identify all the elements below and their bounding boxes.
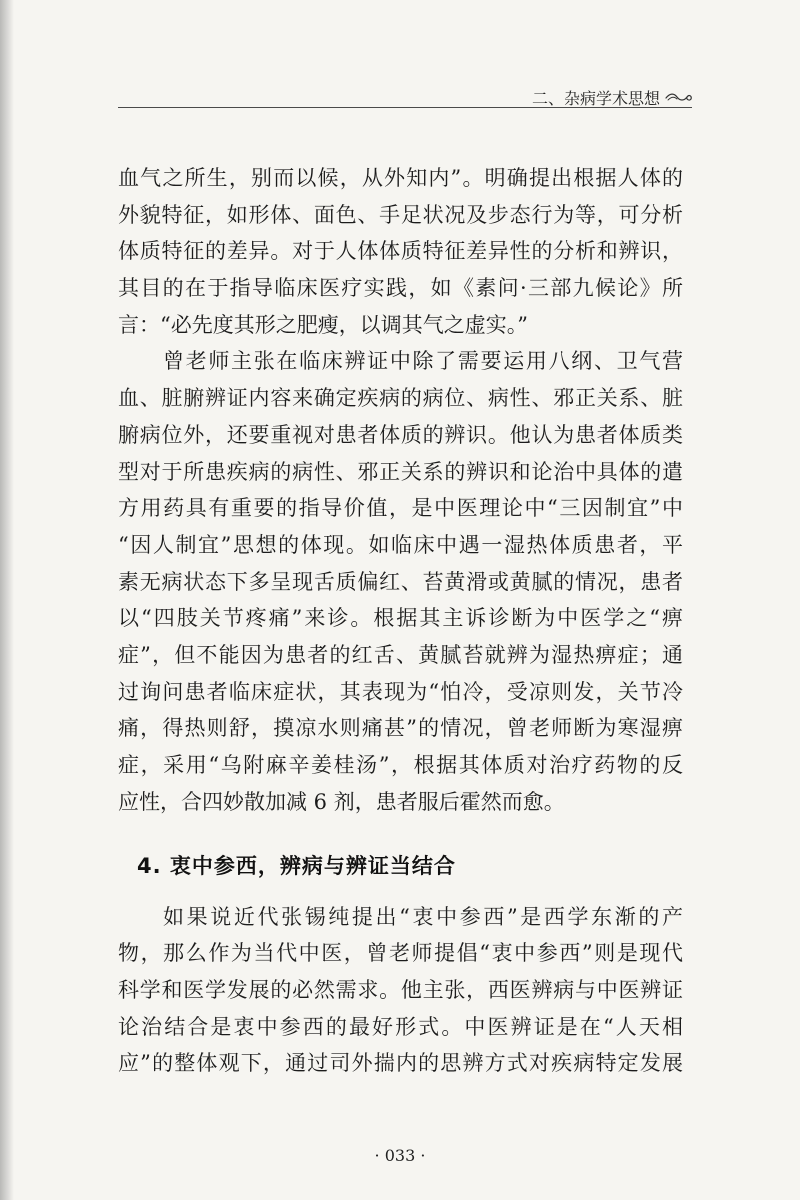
body-text (118, 899, 683, 1082)
header-rule (118, 107, 692, 108)
text-line: 方用药具有重要的指导价值，是中医理论中“三因制宜”中 (118, 496, 683, 521)
swirl-ornament-icon (665, 90, 693, 104)
text-line: 腑病位外，还要重视对患者体质的辨识。他认为患者体质类 (118, 422, 683, 447)
running-head-title: 二、杂病学术思想 (531, 88, 660, 108)
text-line: 症，采用“乌附麻辛姜桂汤”，根据其体质对治疗药物的反 (118, 753, 683, 777)
running-head (532, 85, 693, 109)
paragraph (118, 343, 683, 820)
text-line: 以“四肢关节疼痛”来诊。根据其主诉诊断为中医学之“痹 (118, 606, 683, 631)
text-line: 应”的整体观下，通过司外揣内的思辨方式对疾病特定发展 (118, 1051, 683, 1076)
text-line: 症”，但不能因为患者的红舌、黄腻苔就辨为湿热痹症；通 (118, 642, 683, 667)
body-text (118, 160, 683, 820)
text-line: 言：“必先度其形之肥瘦，以调其气之虚实。” (118, 312, 528, 337)
text-line: 论治结合是衷中参西的最好形式。中医辨证是在“人天相 (118, 1014, 683, 1039)
text-line: 型对于所患疾病的病性、邪正关系的辨识和论治中具体的遣 (118, 459, 683, 484)
text-line: 如果说近代张锡纯提出“衷中参西”是西学东渐的产 (163, 904, 683, 929)
text-line: 应性，合四妙散加减 6 剂，患者服后霍然而愈。 (118, 789, 565, 814)
text-line: 外貌特征，如形体、面色、手足状况及步态行为等，可分析 (118, 202, 683, 227)
scan-edge-shadow (0, 0, 14, 1200)
text-line: 过询问患者临床症状，其表现为“怕冷，受凉则发，关节冷 (118, 679, 683, 704)
text-line: 其目的在于指导临床医疗实践，如《素问·三部九候论》所 (118, 276, 683, 301)
paragraph (118, 160, 683, 343)
text-line: 血气之所生，别而以候，从外知内”。明确提出根据人体的 (118, 166, 683, 190)
text-line: 科学和医学发展的必然需求。他主张，西医辨病与中医辨证 (118, 977, 683, 1002)
text-line: 物，那么作为当代中医，曾老师提倡“衷中参西”则是现代 (118, 941, 683, 966)
page-number: · 033 · (374, 1146, 426, 1165)
text-line: 体质特征的差异。对于人体体质特征差异性的分析和辨识， (118, 239, 683, 264)
text-line: 素无病状态下多呈现舌质偏红、苔黄滑或黄腻的情况，患者 (118, 569, 683, 594)
text-line: 痛，得热则舒，摸凉水则痛甚”的情况，曾老师断为寒湿痹 (118, 716, 683, 741)
paragraph (118, 899, 683, 1082)
text-line: 血、脏腑辨证内容来确定疾病的病位、病性、邪正关系、脏 (118, 386, 683, 411)
section-heading: 4. 衷中参西，辨病与辨证当结合 (137, 854, 456, 878)
text-line: “因人制宜”思想的体现。如临床中遇一湿热体质患者，平 (118, 532, 683, 557)
text-line: 曾老师主张在临床辨证中除了需要运用八纲、卫气营 (163, 349, 683, 374)
